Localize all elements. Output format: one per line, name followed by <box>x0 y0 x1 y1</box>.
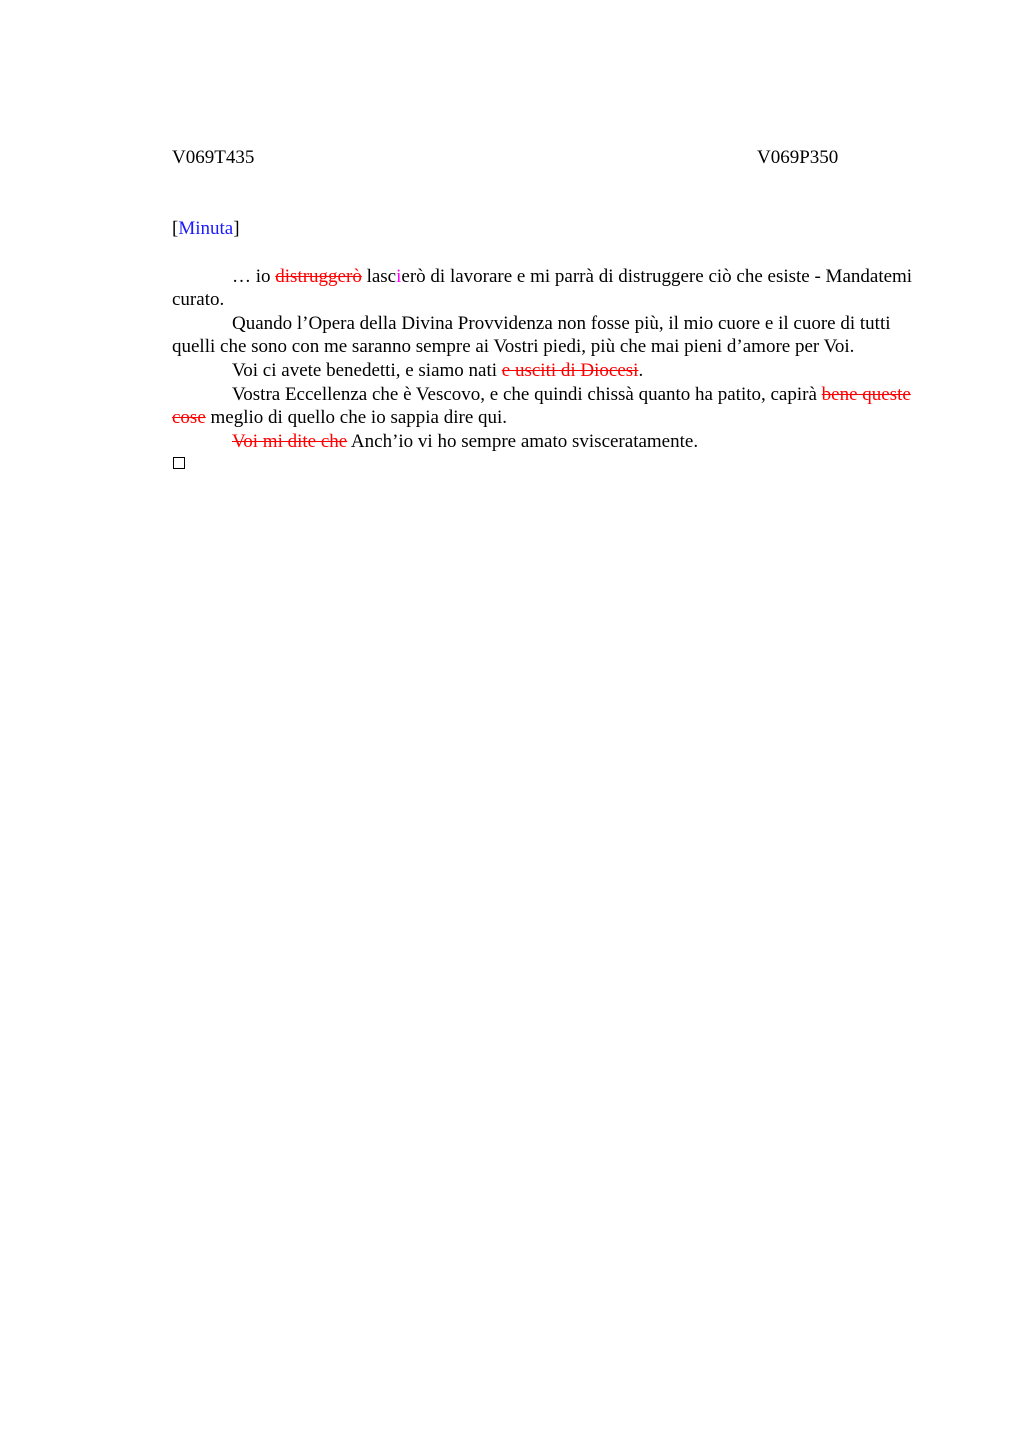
document-header <box>172 146 914 170</box>
draft-label <box>172 217 914 241</box>
text-run: Vostra Eccellenza che è Vescovo, e che quindi chissà quanto ha patito, capirà <box>232 383 822 405</box>
document-code-right: V069P350 <box>757 147 839 168</box>
paragraph-4 <box>172 383 914 430</box>
label-close-bracket: ] <box>233 218 240 239</box>
inserted-text: i <box>396 265 402 287</box>
paragraph-3 <box>172 359 914 383</box>
text-run: meglio di quello che io sappia dire qui. <box>205 407 508 429</box>
text-run: lasc <box>361 265 397 287</box>
deleted-text: e usciti di Diocesi <box>501 359 639 381</box>
empty-square-icon <box>173 457 185 469</box>
letter-body <box>172 265 914 470</box>
text-run: Voi ci avete benedetti, e siamo nati <box>232 359 502 381</box>
text-run: … io <box>232 265 276 287</box>
text-run: . <box>638 359 644 381</box>
text-run: erò di lavorare e mi parrà di distruggere ciò che esiste - Mandatemi curato. <box>172 265 913 311</box>
paragraph-5 <box>172 430 914 454</box>
label-text: Minuta <box>178 218 234 239</box>
paragraph-1 <box>172 265 914 312</box>
text-run: Anch’io vi ho sempre amato svisceratamente. <box>347 430 699 452</box>
label-open-bracket: [ <box>172 218 179 239</box>
document-page <box>172 146 914 469</box>
deleted-text: Voi mi dite che <box>232 430 348 452</box>
document-code-left: V069T435 <box>172 147 255 168</box>
deleted-text: distruggerò <box>275 265 362 287</box>
paragraph-2 <box>172 312 914 359</box>
deleted-text: bene queste cose <box>172 383 911 429</box>
text-run: Quando l’Opera della Divina Provvidenza non fosse più, il mio cuore e il cuore di tutti quelli che sono con me saranno sempre ai Vostri piedi, più che mai pieni d’amore per Voi. <box>172 312 891 358</box>
